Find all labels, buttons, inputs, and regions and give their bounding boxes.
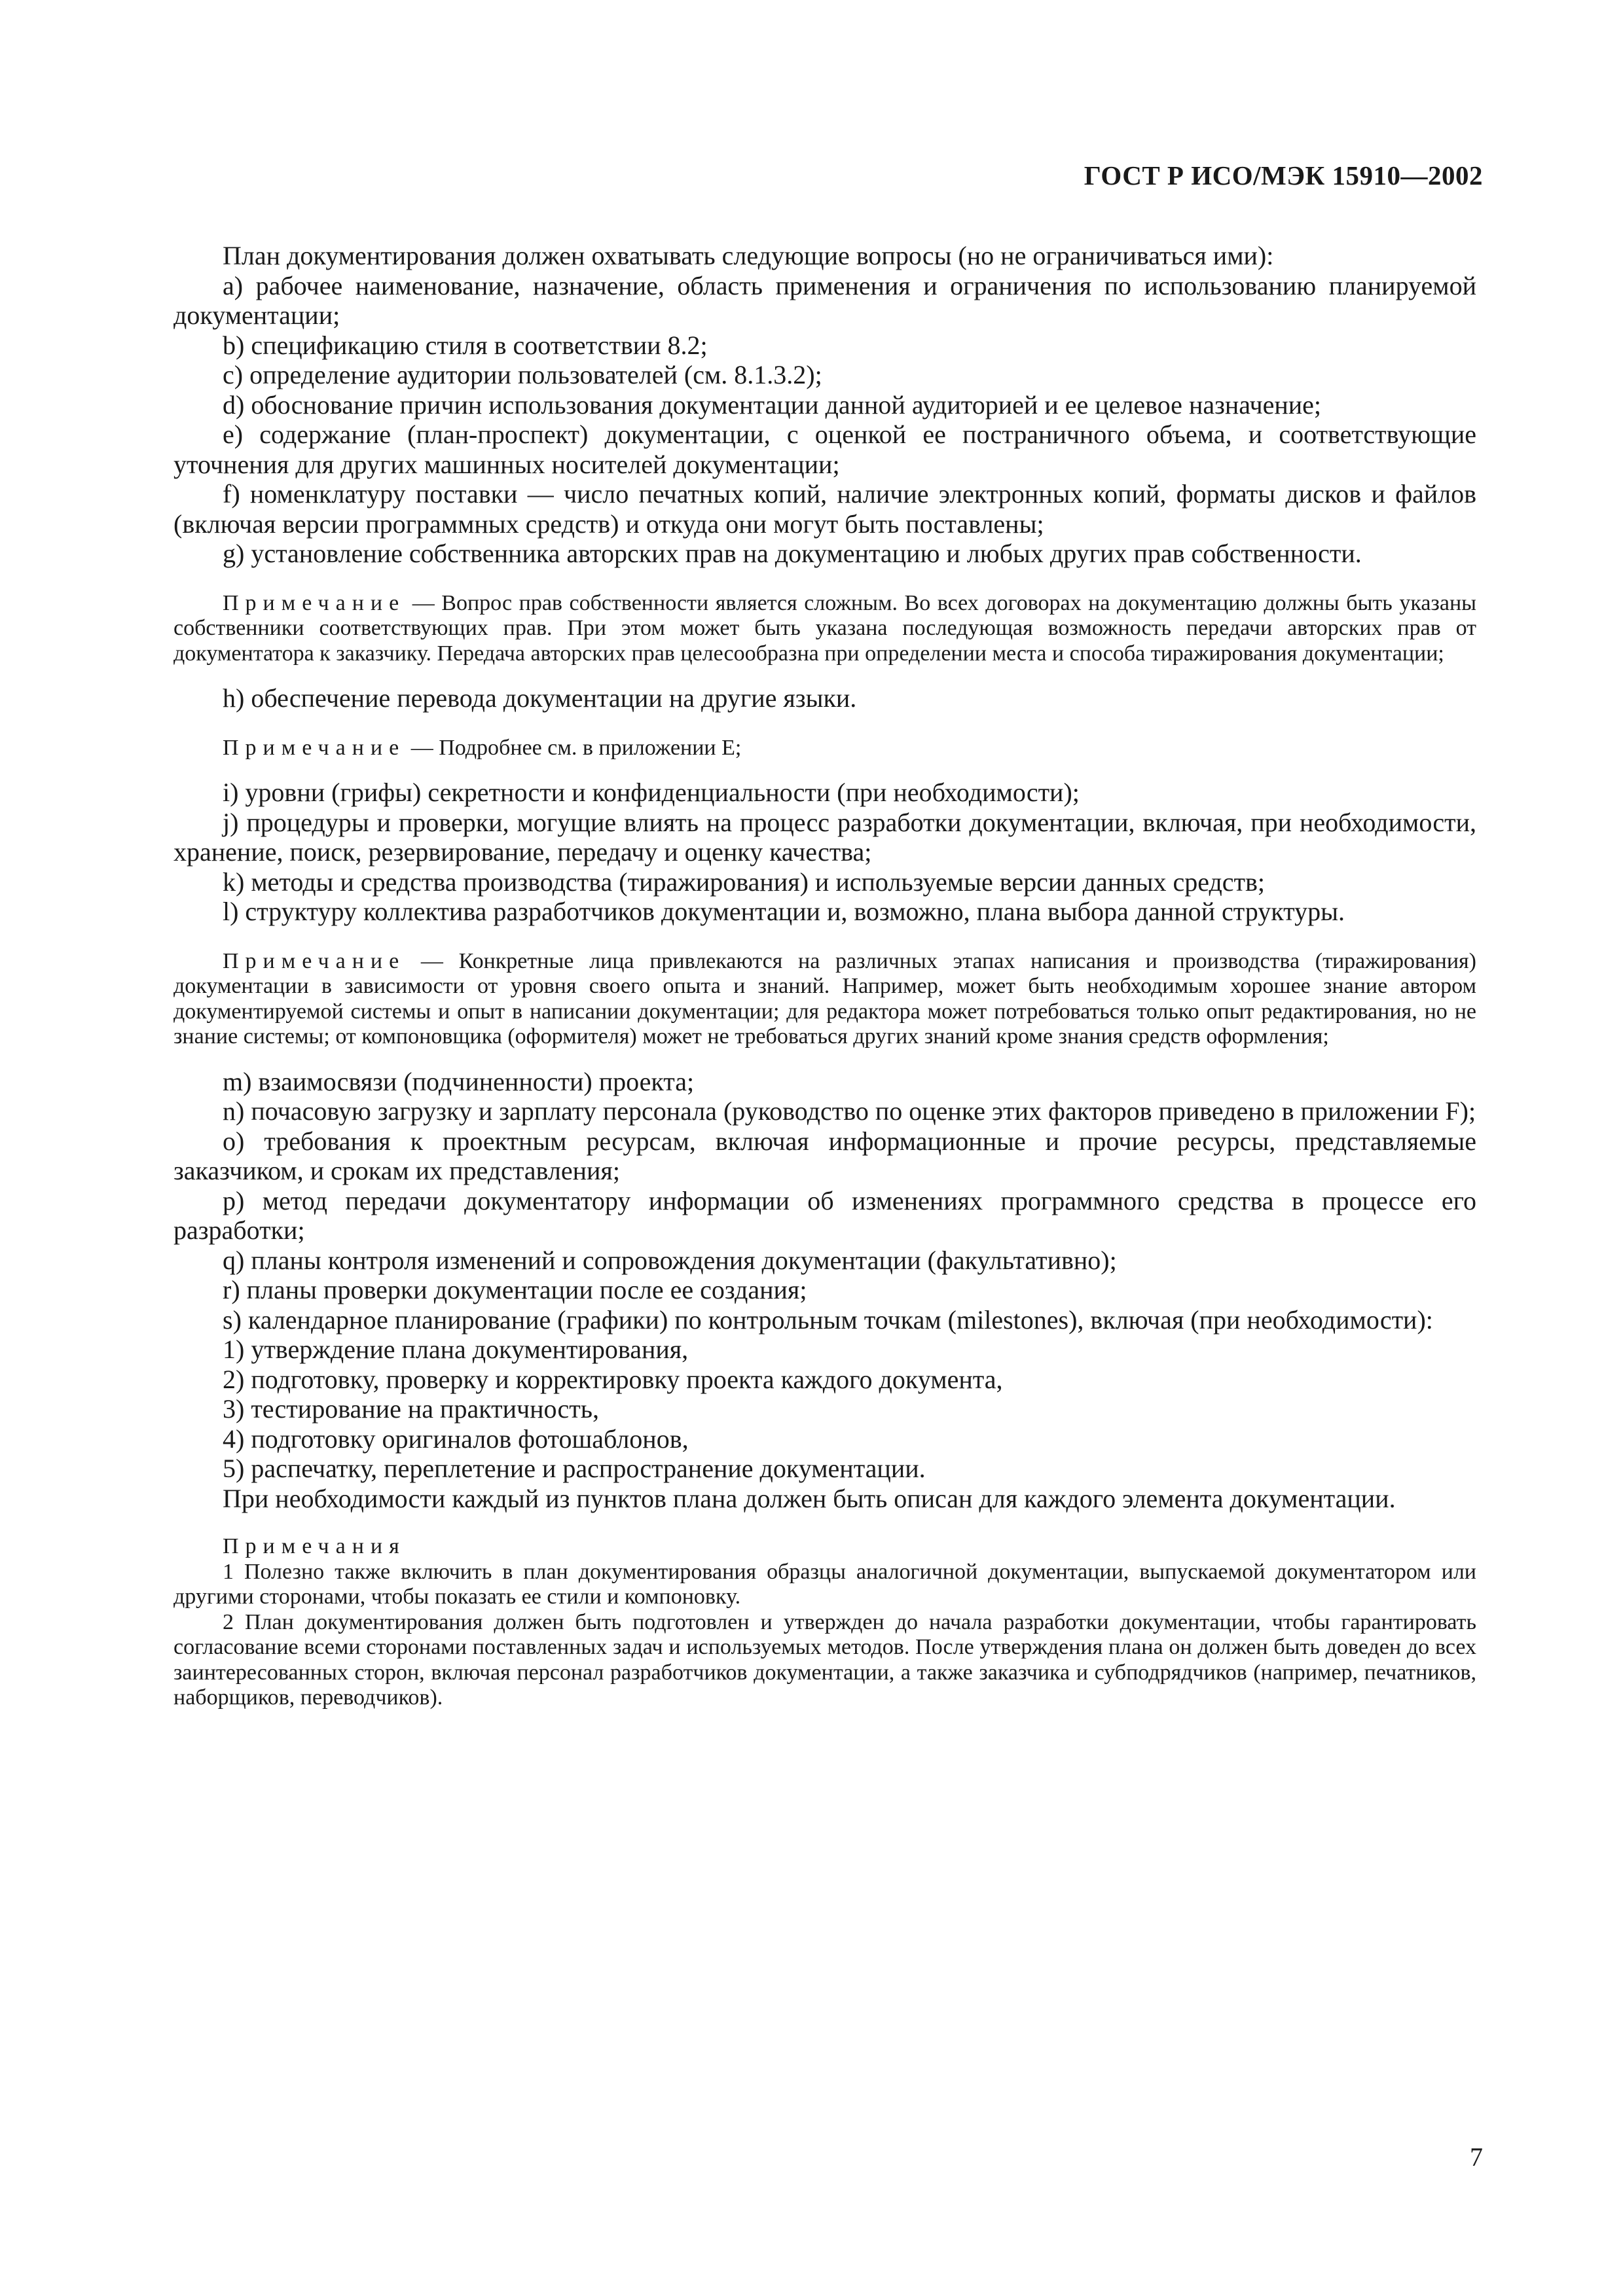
list-item-a: a) рабочее наименование, назначение, область применения и ограничения по использованию планируемой документации;	[173, 270, 1476, 330]
note-label: Примечание	[223, 590, 406, 615]
note-text: — Конкретные лица привлекаются на различных этапах написания и производства (тиражирования) документации в зависимости от уровня своего опыта и знаний. Например, может быть необходимым хорошее знание автором документируемой системы и опыт в написании документации; для редактора может потребоваться только опыт редактирования, но не знание системы; от компоновщика (оформителя) может не требоваться других знаний кроме знания средств оформления;	[173, 948, 1476, 1049]
page-number: 7	[1470, 2142, 1483, 2172]
list-item-s: s) календарное планирование (графики) по контрольным точкам (milestones), включая (при необходимости):	[223, 1304, 1433, 1335]
note-item-1: 1 Полезно также включить в план документирования образцы аналогичной документации, выпускаемой документатором или другими сторонами, чтобы показать ее стили и компоновку.	[173, 1559, 1476, 1609]
note-text: — Вопрос прав собственности является сложным. Во всех договорах на документацию должны быть указаны собственники соответствующих прав. При этом может быть указана последующая возможность передачи авторских прав от документатора к заказчику. Передача авторских прав целесообразна при определении места и способа тиражирования документации;	[173, 590, 1476, 666]
list-item-m: m) взаимосвязи (подчиненности) проекта;	[223, 1066, 695, 1096]
intro-paragraph: План документирования должен охватывать следующие вопросы (но не ограничиваться ими):	[223, 241, 1274, 270]
list-item-n: n) почасовую загрузку и зарплату персонала (руководство по оценке этих факторов приведено в приложении F);	[223, 1096, 1476, 1126]
sub-item-5: 5) распечатку, переплетение и распространение документации.	[223, 1454, 926, 1483]
note-staff	[173, 949, 1476, 1050]
sub-item-3: 3) тестирование на практичность,	[223, 1394, 599, 1424]
list-item-g: g) установление собственника авторских прав на документацию и любых других прав собственности.	[223, 539, 1362, 568]
list-item-o: o) требования к проектным ресурсам, включая информационные и прочие ресурсы, представляемые заказчиком, и срокам их представления;	[173, 1126, 1476, 1185]
list-item-b: b) спецификацию стиля в соответствии 8.2;	[223, 330, 708, 360]
list-item-l: l) структуру коллектива разработчиков документации и, возможно, плана выбора данной структуры.	[223, 897, 1345, 926]
note-appendix-e	[173, 736, 1476, 761]
list-item-h: h) обеспечение перевода документации на другие языки.	[223, 683, 857, 713]
closing-paragraph: При необходимости каждый из пунктов плана должен быть описан для каждого элемента документации.	[223, 1483, 1396, 1513]
sub-item-1: 1) утверждение плана документирования,	[223, 1335, 689, 1364]
note-label: Примечание	[223, 735, 406, 760]
note-item-2: 2 План документирования должен быть подготовлен и утвержден до начала разработки документации, чтобы гарантировать согласование всеми сторонами поставленных задач и используемых методов. После утверждения плана он должен быть доведен до всех заинтересованных сторон, включая персонал разработчиков документации, а также заказчика и субподрядчиков (например, печатников, наборщиков, переводчиков).	[173, 1609, 1476, 1710]
sub-item-2: 2) подготовку, проверку и корректировку проекта каждого документа,	[223, 1364, 1003, 1394]
notes-heading: Примечания	[223, 1534, 406, 1558]
list-item-e: e) содержание (план-проспект) документации, с оценкой ее постраничного объема, и соответствующие уточнения для других машинных носителей документации;	[173, 420, 1476, 479]
page-body	[173, 241, 1476, 1711]
list-item-f: f) номенклатуру поставки — число печатных копий, наличие электронных копий, форматы дисков и файлов (включая версии программных средств) и откуда они могут быть поставлены;	[173, 479, 1476, 539]
list-item-c: c) определение аудитории пользователей (см. 8.1.3.2);	[223, 360, 822, 389]
list-item-p: p) метод передачи документатору информации об изменениях программного средства в процессе его разработки;	[173, 1185, 1476, 1245]
list-item-k: k) методы и средства производства (тиражирования) и используемые версии данных средств;	[223, 867, 1266, 897]
note-copyright	[173, 591, 1476, 667]
note-text: — Подробнее см. в приложении E;	[405, 735, 742, 760]
note-label: Примечание	[223, 948, 406, 973]
list-item-q: q) планы контроля изменений и сопровождения документации (факультативно);	[223, 1245, 1117, 1275]
list-item-r: r) планы проверки документации после ее создания;	[223, 1275, 807, 1304]
sub-item-4: 4) подготовку оригиналов фотошаблонов,	[223, 1424, 689, 1454]
document-code-header: ГОСТ Р ИСО/МЭК 15910—2002	[1084, 160, 1483, 190]
list-item-j: j) процедуры и проверки, могущие влиять на процесс разработки документации, включая, при необходимости, хранение, поиск, резервирование, передачу и оценку качества;	[173, 807, 1476, 867]
list-item-i: i) уровни (грифы) секретности и конфиденциальности (при необходимости);	[223, 778, 1080, 807]
list-item-d: d) обоснование причин использования документации данной аудиторией и ее целевое назначение;	[223, 389, 1322, 420]
